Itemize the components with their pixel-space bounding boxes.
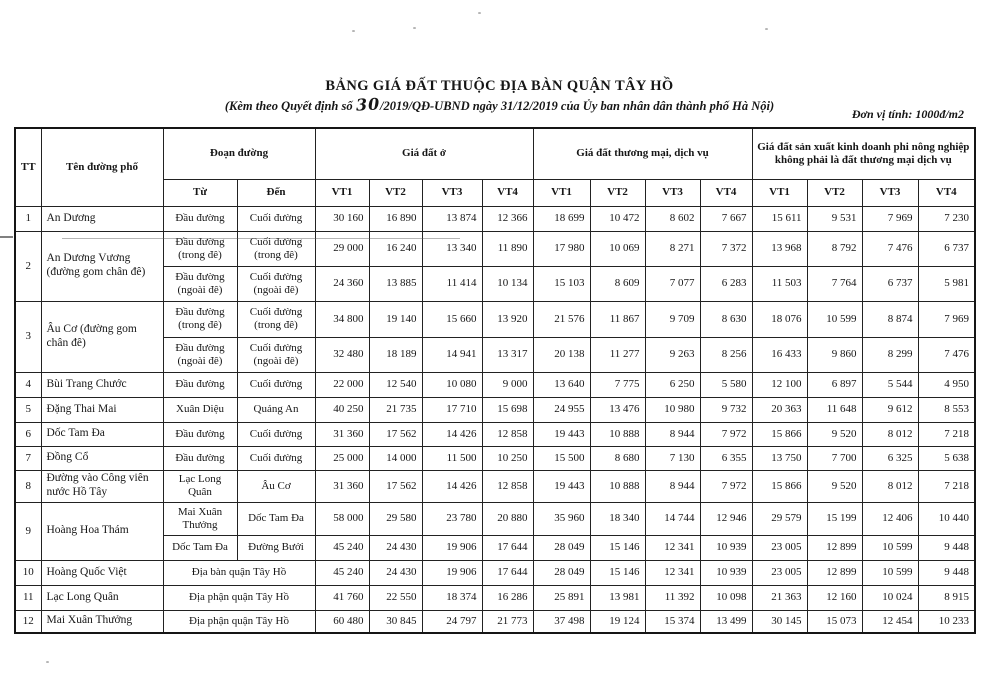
cell-price: 18 076 xyxy=(752,301,807,337)
cell-price: 20 880 xyxy=(482,502,533,535)
cell-price: 5 638 xyxy=(918,446,975,470)
cell-price: 14 941 xyxy=(422,337,482,372)
cell-segment-from: Đầu đường xyxy=(163,422,237,446)
cell-price: 10 888 xyxy=(590,470,645,502)
cell-price: 8 256 xyxy=(700,337,752,372)
cell-price: 15 146 xyxy=(590,535,645,560)
cell-price: 13 317 xyxy=(482,337,533,372)
cell-price: 24 955 xyxy=(533,397,590,422)
cell-price: 14 426 xyxy=(422,422,482,446)
cell-price: 10 080 xyxy=(422,372,482,397)
cell-price: 12 540 xyxy=(369,372,422,397)
cell-price: 9 520 xyxy=(807,470,862,502)
cell-segment-to: Cuối đường (ngoài đê) xyxy=(237,266,315,301)
cell-tt: 2 xyxy=(15,231,41,301)
cell-price: 11 648 xyxy=(807,397,862,422)
cell-price: 16 433 xyxy=(752,337,807,372)
cell-price: 7 972 xyxy=(700,422,752,446)
cell-price: 10 098 xyxy=(700,585,752,610)
cell-price: 9 612 xyxy=(862,397,918,422)
cell-price: 30 145 xyxy=(752,610,807,633)
cell-price: 10 233 xyxy=(918,610,975,633)
cell-price: 19 906 xyxy=(422,560,482,585)
cell-price: 24 430 xyxy=(369,535,422,560)
table-row xyxy=(15,585,975,610)
cell-price: 13 981 xyxy=(590,585,645,610)
cell-price: 11 890 xyxy=(482,231,533,266)
cell-tt: 9 xyxy=(15,502,41,560)
cell-price: 8 630 xyxy=(700,301,752,337)
cell-price: 13 750 xyxy=(752,446,807,470)
cell-price: 34 800 xyxy=(315,301,369,337)
cell-price: 9 000 xyxy=(482,372,533,397)
cell-price: 24 430 xyxy=(369,560,422,585)
cell-price: 10 939 xyxy=(700,560,752,585)
cell-price: 19 443 xyxy=(533,422,590,446)
cell-price: 20 363 xyxy=(752,397,807,422)
cell-price: 25 891 xyxy=(533,585,590,610)
cell-price: 6 737 xyxy=(918,231,975,266)
col-header-to: Đến xyxy=(237,179,315,206)
cell-price: 16 286 xyxy=(482,585,533,610)
cell-street-name: An Dương Vương (đường gom chân đê) xyxy=(41,231,163,301)
cell-price: 11 414 xyxy=(422,266,482,301)
cell-price: 24 360 xyxy=(315,266,369,301)
table-row xyxy=(15,231,975,266)
table-header xyxy=(15,128,975,206)
scan-artifact-speck xyxy=(46,661,49,663)
cell-price: 15 500 xyxy=(533,446,590,470)
cell-price: 7 969 xyxy=(918,301,975,337)
cell-price: 10 939 xyxy=(700,535,752,560)
cell-price: 17 644 xyxy=(482,560,533,585)
cell-price: 8 944 xyxy=(645,422,700,446)
col-header-vt1: VT1 xyxy=(752,179,807,206)
cell-price: 12 341 xyxy=(645,560,700,585)
cell-price: 16 890 xyxy=(369,206,422,231)
cell-price: 22 550 xyxy=(369,585,422,610)
cell-price: 31 360 xyxy=(315,470,369,502)
cell-price: 15 199 xyxy=(807,502,862,535)
table-row xyxy=(15,397,975,422)
cell-price: 10 069 xyxy=(590,231,645,266)
cell-price: 8 609 xyxy=(590,266,645,301)
cell-price: 15 103 xyxy=(533,266,590,301)
cell-segment-from: Đầu đường (ngoài đê) xyxy=(163,337,237,372)
cell-price: 12 858 xyxy=(482,422,533,446)
cell-price: 11 392 xyxy=(645,585,700,610)
table-row xyxy=(15,560,975,585)
cell-tt: 1 xyxy=(15,206,41,231)
cell-price: 9 860 xyxy=(807,337,862,372)
cell-price: 8 680 xyxy=(590,446,645,470)
cell-price: 15 073 xyxy=(807,610,862,633)
cell-price: 10 440 xyxy=(918,502,975,535)
cell-price: 4 950 xyxy=(918,372,975,397)
cell-price: 45 240 xyxy=(315,560,369,585)
col-header-vt3: VT3 xyxy=(422,179,482,206)
cell-price: 17 644 xyxy=(482,535,533,560)
cell-segment-to: Cuối đường xyxy=(237,206,315,231)
cell-price: 8 944 xyxy=(645,470,700,502)
cell-street-name: Mai Xuân Thưởng xyxy=(41,610,163,633)
cell-price: 8 874 xyxy=(862,301,918,337)
cell-segment-to: Cuối đường xyxy=(237,446,315,470)
col-header-vt2: VT2 xyxy=(590,179,645,206)
table-row xyxy=(15,470,975,502)
cell-price: 14 000 xyxy=(369,446,422,470)
cell-price: 12 160 xyxy=(807,585,862,610)
cell-price: 10 472 xyxy=(590,206,645,231)
cell-price: 9 709 xyxy=(645,301,700,337)
cell-street-name: Hoàng Quốc Việt xyxy=(41,560,163,585)
cell-price: 21 773 xyxy=(482,610,533,633)
cell-price: 29 000 xyxy=(315,231,369,266)
cell-segment-from: Đầu đường xyxy=(163,372,237,397)
cell-street-name: Bùi Trang Chước xyxy=(41,372,163,397)
cell-street-name: An Dương xyxy=(41,206,163,231)
cell-segment-to: Quảng An xyxy=(237,397,315,422)
cell-price: 11 867 xyxy=(590,301,645,337)
cell-tt: 8 xyxy=(15,470,41,502)
col-header-residential-price: Giá đất ở xyxy=(315,128,533,179)
cell-street-name: Lạc Long Quân xyxy=(41,585,163,610)
cell-segment-to: Cuối đường (trong đê) xyxy=(237,301,315,337)
cell-street-name: Dốc Tam Đa xyxy=(41,422,163,446)
cell-price: 29 580 xyxy=(369,502,422,535)
cell-tt: 6 xyxy=(15,422,41,446)
cell-price: 40 250 xyxy=(315,397,369,422)
scan-artifact-dash xyxy=(0,236,13,238)
col-header-vt1: VT1 xyxy=(315,179,369,206)
cell-price: 24 797 xyxy=(422,610,482,633)
cell-price: 58 000 xyxy=(315,502,369,535)
cell-price: 9 448 xyxy=(918,560,975,585)
cell-price: 13 499 xyxy=(700,610,752,633)
cell-price: 7 667 xyxy=(700,206,752,231)
col-header-vt3: VT3 xyxy=(862,179,918,206)
col-header-vt2: VT2 xyxy=(807,179,862,206)
cell-price: 18 374 xyxy=(422,585,482,610)
col-header-vt1: VT1 xyxy=(533,179,590,206)
page-title: BẢNG GIÁ ĐẤT THUỘC ĐỊA BÀN QUẬN TÂY HỒ xyxy=(325,78,674,94)
cell-segment-to: Cuối đường (trong đê) xyxy=(237,231,315,266)
col-header-from: Từ xyxy=(163,179,237,206)
cell-price: 13 920 xyxy=(482,301,533,337)
cell-price: 11 277 xyxy=(590,337,645,372)
cell-price: 7 230 xyxy=(918,206,975,231)
cell-price: 28 049 xyxy=(533,560,590,585)
cell-price: 12 858 xyxy=(482,470,533,502)
cell-price: 7 969 xyxy=(862,206,918,231)
cell-price: 12 100 xyxy=(752,372,807,397)
cell-segment-from: Đầu đường (trong đê) xyxy=(163,231,237,266)
col-header-segment: Đoạn đường xyxy=(163,128,315,179)
cell-tt: 4 xyxy=(15,372,41,397)
col-header-nonagricultural-price: Giá đất sản xuất kinh doanh phi nông nghiệp không phải là đất thương mại dịch vụ xyxy=(752,128,975,179)
land-price-table xyxy=(14,127,976,634)
table-row xyxy=(15,372,975,397)
cell-price: 5 981 xyxy=(918,266,975,301)
col-header-vt4: VT4 xyxy=(482,179,533,206)
cell-segment-from: Xuân Diệu xyxy=(163,397,237,422)
cell-price: 35 960 xyxy=(533,502,590,535)
cell-price: 6 283 xyxy=(700,266,752,301)
cell-price: 18 189 xyxy=(369,337,422,372)
col-header-commercial-price: Giá đất thương mại, dịch vụ xyxy=(533,128,752,179)
cell-price: 10 024 xyxy=(862,585,918,610)
cell-price: 12 341 xyxy=(645,535,700,560)
cell-price: 7 972 xyxy=(700,470,752,502)
cell-price: 19 443 xyxy=(533,470,590,502)
unit-note: Đơn vị tính: 1000đ/m2 xyxy=(851,107,964,121)
cell-price: 17 562 xyxy=(369,470,422,502)
cell-price: 7 218 xyxy=(918,470,975,502)
cell-price: 9 732 xyxy=(700,397,752,422)
cell-price: 12 899 xyxy=(807,560,862,585)
cell-street-name: Đặng Thai Mai xyxy=(41,397,163,422)
cell-price: 15 866 xyxy=(752,422,807,446)
cell-price: 12 366 xyxy=(482,206,533,231)
cell-price: 14 426 xyxy=(422,470,482,502)
cell-price: 19 140 xyxy=(369,301,422,337)
scan-artifact-speck xyxy=(478,12,481,14)
cell-price: 6 250 xyxy=(645,372,700,397)
cell-price: 10 888 xyxy=(590,422,645,446)
cell-price: 37 498 xyxy=(533,610,590,633)
cell-price: 13 885 xyxy=(369,266,422,301)
cell-price: 13 968 xyxy=(752,231,807,266)
cell-price: 12 406 xyxy=(862,502,918,535)
cell-street-name: Hoàng Hoa Thám xyxy=(41,502,163,560)
cell-price: 19 906 xyxy=(422,535,482,560)
cell-price: 9 448 xyxy=(918,535,975,560)
cell-segment-span: Địa phận quận Tây Hồ xyxy=(163,610,315,633)
cell-price: 17 710 xyxy=(422,397,482,422)
cell-price: 18 340 xyxy=(590,502,645,535)
col-header-tt: TT xyxy=(15,128,41,206)
scan-artifact-speck xyxy=(413,27,416,29)
cell-price: 15 374 xyxy=(645,610,700,633)
cell-price: 10 599 xyxy=(862,560,918,585)
cell-segment-from: Đầu đường xyxy=(163,446,237,470)
scan-artifact-speck xyxy=(765,28,768,30)
cell-price: 13 640 xyxy=(533,372,590,397)
cell-tt: 7 xyxy=(15,446,41,470)
handwritten-decision-number: 30 xyxy=(355,94,381,115)
cell-price: 7 077 xyxy=(645,266,700,301)
cell-segment-to: Dốc Tam Đa xyxy=(237,502,315,535)
cell-price: 21 363 xyxy=(752,585,807,610)
cell-price: 17 562 xyxy=(369,422,422,446)
col-header-vt4: VT4 xyxy=(700,179,752,206)
cell-price: 8 299 xyxy=(862,337,918,372)
cell-price: 9 520 xyxy=(807,422,862,446)
cell-tt: 3 xyxy=(15,301,41,372)
cell-price: 8 553 xyxy=(918,397,975,422)
scan-artifact-speck xyxy=(352,30,355,32)
table-row xyxy=(15,206,975,231)
cell-price: 21 576 xyxy=(533,301,590,337)
cell-price: 7 700 xyxy=(807,446,862,470)
cell-price: 60 480 xyxy=(315,610,369,633)
cell-price: 29 579 xyxy=(752,502,807,535)
cell-price: 6 737 xyxy=(862,266,918,301)
cell-price: 16 240 xyxy=(369,231,422,266)
cell-price: 22 000 xyxy=(315,372,369,397)
cell-price: 6 355 xyxy=(700,446,752,470)
cell-segment-span: Địa bàn quận Tây Hồ xyxy=(163,560,315,585)
cell-price: 7 218 xyxy=(918,422,975,446)
cell-price: 8 012 xyxy=(862,470,918,502)
cell-price: 10 134 xyxy=(482,266,533,301)
cell-price: 32 480 xyxy=(315,337,369,372)
table-row xyxy=(15,502,975,535)
cell-segment-from: Đầu đường (trong đê) xyxy=(163,301,237,337)
cell-price: 8 792 xyxy=(807,231,862,266)
table-body xyxy=(15,206,975,633)
cell-price: 12 946 xyxy=(700,502,752,535)
cell-segment-span: Địa phận quận Tây Hồ xyxy=(163,585,315,610)
cell-price: 21 735 xyxy=(369,397,422,422)
cell-price: 23 005 xyxy=(752,535,807,560)
cell-price: 8 602 xyxy=(645,206,700,231)
cell-price: 9 531 xyxy=(807,206,862,231)
cell-segment-to: Cuối đường (ngoài đê) xyxy=(237,337,315,372)
table-row xyxy=(15,446,975,470)
cell-price: 7 372 xyxy=(700,231,752,266)
cell-segment-to: Cuối đường xyxy=(237,372,315,397)
cell-price: 13 874 xyxy=(422,206,482,231)
cell-price: 7 764 xyxy=(807,266,862,301)
cell-price: 5 580 xyxy=(700,372,752,397)
cell-price: 11 500 xyxy=(422,446,482,470)
cell-segment-from: Lạc Long Quân xyxy=(163,470,237,502)
cell-price: 7 775 xyxy=(590,372,645,397)
cell-price: 11 503 xyxy=(752,266,807,301)
cell-price: 13 340 xyxy=(422,231,482,266)
cell-price: 10 250 xyxy=(482,446,533,470)
cell-price: 6 325 xyxy=(862,446,918,470)
cell-price: 15 698 xyxy=(482,397,533,422)
cell-price: 12 454 xyxy=(862,610,918,633)
cell-price: 7 476 xyxy=(918,337,975,372)
cell-segment-to: Đường Bưởi xyxy=(237,535,315,560)
cell-price: 10 599 xyxy=(862,535,918,560)
cell-street-name: Đồng Cổ xyxy=(41,446,163,470)
cell-price: 23 005 xyxy=(752,560,807,585)
subtitle-prefix: (Kèm theo Quyết định số xyxy=(224,99,353,113)
cell-price: 30 845 xyxy=(369,610,422,633)
subtitle-suffix: /2019/QĐ-UBND ngày 31/12/2019 của Ủy ban nhân dân thành phố Hà Nội) xyxy=(380,99,775,113)
table-row xyxy=(15,422,975,446)
cell-price: 10 599 xyxy=(807,301,862,337)
cell-segment-to: Cuối đường xyxy=(237,422,315,446)
cell-price: 10 980 xyxy=(645,397,700,422)
cell-segment-from: Dốc Tam Đa xyxy=(163,535,237,560)
cell-tt: 10 xyxy=(15,560,41,585)
cell-price: 8 271 xyxy=(645,231,700,266)
cell-price: 12 899 xyxy=(807,535,862,560)
cell-price: 15 611 xyxy=(752,206,807,231)
cell-price: 23 780 xyxy=(422,502,482,535)
cell-tt: 12 xyxy=(15,610,41,633)
cell-price: 18 699 xyxy=(533,206,590,231)
cell-price: 7 476 xyxy=(862,231,918,266)
cell-price: 20 138 xyxy=(533,337,590,372)
cell-price: 15 146 xyxy=(590,560,645,585)
cell-price: 17 980 xyxy=(533,231,590,266)
cell-street-name: Âu Cơ (đường gom chân đê) xyxy=(41,301,163,372)
cell-price: 19 124 xyxy=(590,610,645,633)
cell-price: 8 012 xyxy=(862,422,918,446)
cell-price: 25 000 xyxy=(315,446,369,470)
table-row xyxy=(15,301,975,337)
cell-price: 6 897 xyxy=(807,372,862,397)
cell-price: 45 240 xyxy=(315,535,369,560)
cell-price: 15 866 xyxy=(752,470,807,502)
cell-tt: 5 xyxy=(15,397,41,422)
cell-price: 8 915 xyxy=(918,585,975,610)
table-row xyxy=(15,610,975,633)
cell-price: 9 263 xyxy=(645,337,700,372)
cell-street-name: Đường vào Công viên nước Hồ Tây xyxy=(41,470,163,502)
cell-price: 31 360 xyxy=(315,422,369,446)
cell-tt: 11 xyxy=(15,585,41,610)
cell-price: 13 476 xyxy=(590,397,645,422)
cell-segment-from: Đầu đường xyxy=(163,206,237,231)
cell-price: 28 049 xyxy=(533,535,590,560)
cell-price: 5 544 xyxy=(862,372,918,397)
cell-segment-to: Âu Cơ xyxy=(237,470,315,502)
col-header-vt4: VT4 xyxy=(918,179,975,206)
col-header-vt3: VT3 xyxy=(645,179,700,206)
col-header-vt2: VT2 xyxy=(369,179,422,206)
cell-segment-from: Đầu đường (ngoài đê) xyxy=(163,266,237,301)
cell-price: 7 130 xyxy=(645,446,700,470)
cell-segment-from: Mai Xuân Thưởng xyxy=(163,502,237,535)
cell-price: 15 660 xyxy=(422,301,482,337)
cell-price: 30 160 xyxy=(315,206,369,231)
cell-price: 41 760 xyxy=(315,585,369,610)
col-header-street: Tên đường phố xyxy=(41,128,163,206)
cell-price: 14 744 xyxy=(645,502,700,535)
